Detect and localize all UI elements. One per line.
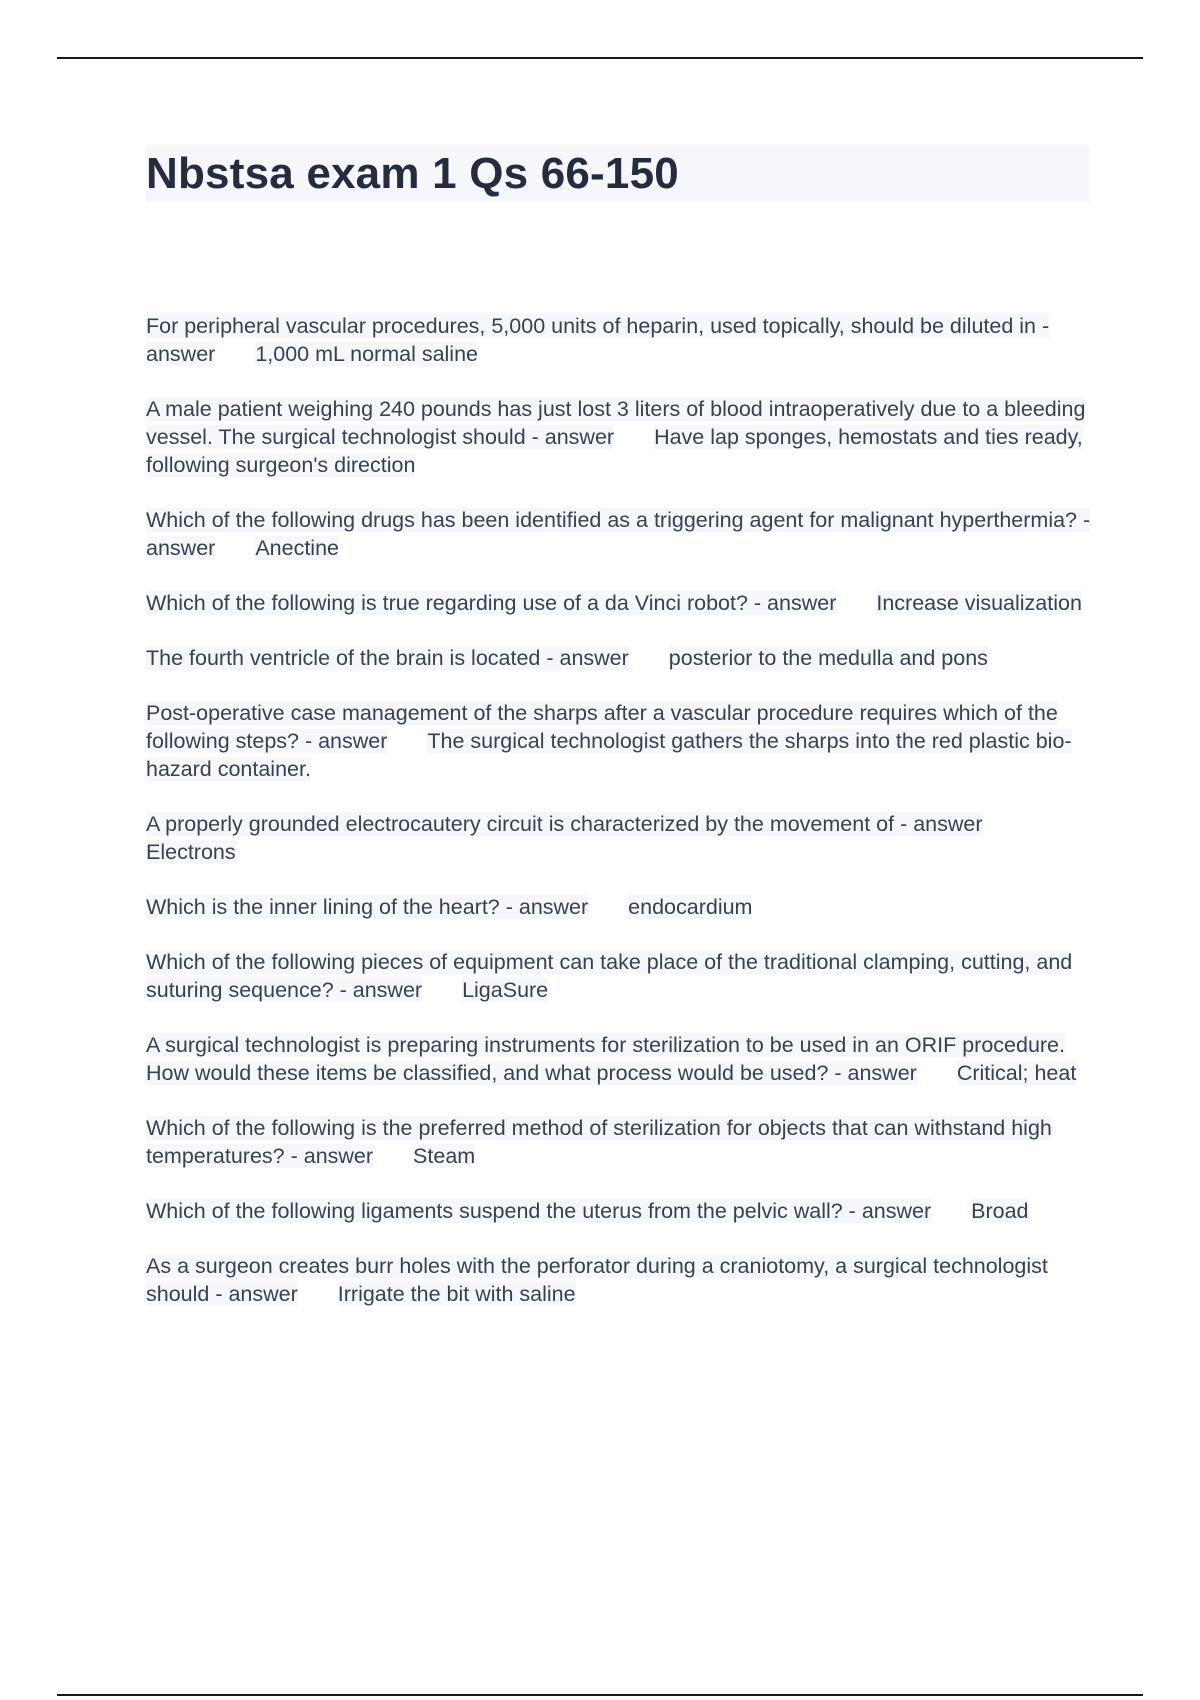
qa-item-13 [146, 1252, 1096, 1308]
qa-item-5 [146, 644, 1096, 672]
question-text: Which is the inner lining of the heart? - answer [146, 895, 589, 919]
answer-text: Broad [971, 1199, 1029, 1223]
answer-text: endocardium [628, 895, 753, 919]
qa-item-1 [146, 312, 1096, 368]
question-text: Which of the following is true regarding use of a da Vinci robot? - answer [146, 591, 837, 615]
answer-text: LigaSure [462, 978, 549, 1002]
qa-item-8 [146, 893, 1096, 921]
answer-text: Irrigate the bit with saline [337, 1282, 576, 1306]
qa-item-2 [146, 395, 1096, 479]
question-text: As a surgeon creates burr holes with the perforator during a craniotomy, a surgical technologist should - answer [146, 1254, 1048, 1306]
question-text: Post-operative case management of the sharps after a vascular procedure requires which of the following steps? - answer [146, 701, 1058, 753]
question-text: Which of the following is the preferred method of sterilization for objects that can withstand high temperatures? - answer [146, 1116, 1052, 1168]
answer-text: 1,000 mL normal saline [255, 342, 478, 366]
question-text: For peripheral vascular procedures, 5,000 units of heparin, used topically, should be diluted in - answer [146, 314, 1050, 366]
question-text: Which of the following pieces of equipment can take place of the traditional clamping, cutting, and suturing sequence? - answer [146, 950, 1073, 1002]
question-text: A surgical technologist is preparing instruments for sterilization to be used in an ORIF procedure. How would these items be classified, and what process would be used? - answer [146, 1033, 1065, 1085]
qa-item-6 [146, 699, 1096, 783]
bottom-rule [57, 1694, 1143, 1696]
question-text: The fourth ventricle of the brain is located - answer [146, 646, 629, 670]
question-text: Which of the following drugs has been identified as a triggering agent for malignant hyperthermia? - answer [146, 508, 1091, 560]
qa-list [146, 312, 1096, 1335]
answer-text: Electrons [146, 840, 236, 864]
question-text: A male patient weighing 240 pounds has just lost 3 liters of blood intraoperatively due to a bleeding vessel. The surgical technologist should - answer [146, 397, 1086, 449]
qa-item-11 [146, 1114, 1096, 1170]
qa-item-10 [146, 1031, 1096, 1087]
qa-item-4 [146, 589, 1096, 617]
page-title: Nbstsa exam 1 Qs 66-150 [146, 149, 679, 198]
qa-item-9 [146, 948, 1096, 1004]
answer-text: Critical; heat [956, 1061, 1077, 1085]
answer-text: posterior to the medulla and pons [668, 646, 988, 670]
answer-text: Increase visualization [876, 591, 1082, 615]
qa-item-3 [146, 506, 1096, 562]
answer-text: Steam [413, 1144, 476, 1168]
question-text: Which of the following ligaments suspend the uterus from the pelvic wall? - answer [146, 1199, 932, 1223]
answer-text: Anectine [255, 536, 339, 560]
answer-text: The surgical technologist gathers the sharps into the red plastic bio-hazard container. [146, 729, 1072, 781]
qa-item-7 [146, 810, 1096, 866]
top-rule [57, 57, 1143, 59]
question-text: A properly grounded electrocautery circuit is characterized by the movement of - answer [146, 812, 983, 836]
qa-item-12 [146, 1197, 1096, 1225]
answer-text: Have lap sponges, hemostats and ties ready, following surgeon's direction [146, 425, 1083, 477]
